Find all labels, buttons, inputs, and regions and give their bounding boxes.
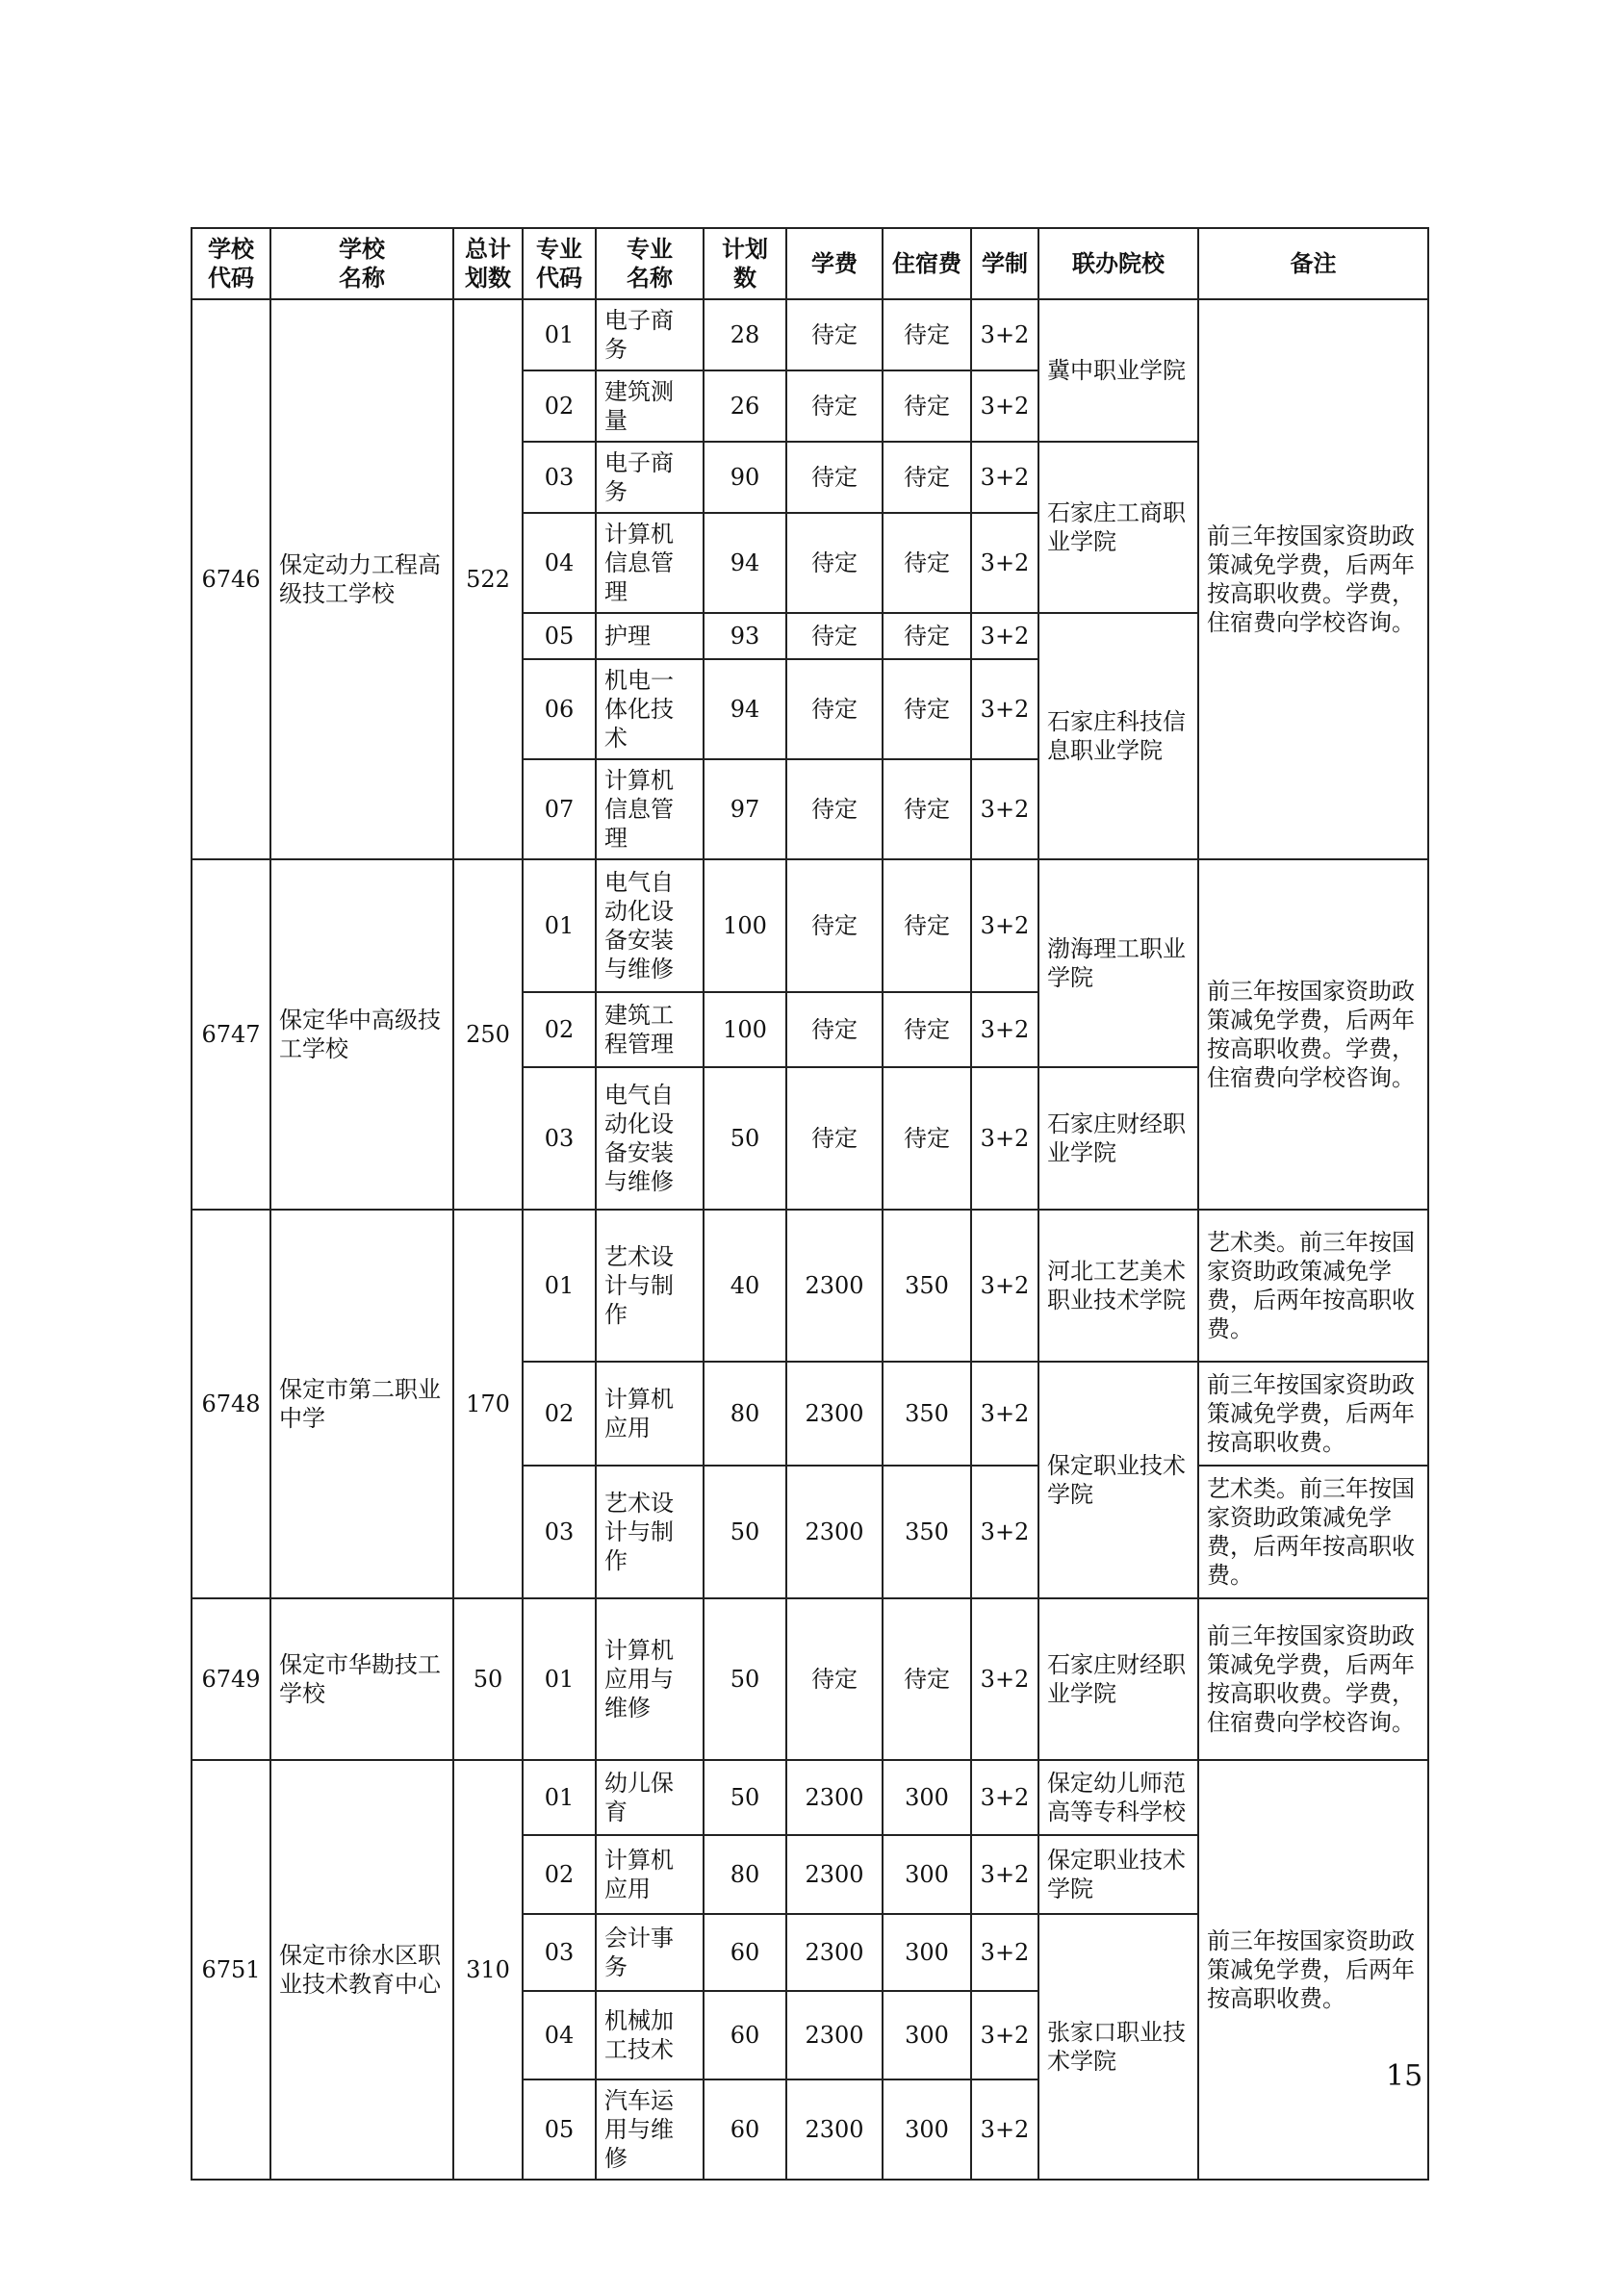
- major-name: 机械加工技术: [596, 1991, 704, 2079]
- major-fee: 待定: [786, 370, 883, 442]
- major-lodging: 300: [883, 1835, 971, 1914]
- school-note: 前三年按国家资助政策减免学费，后两年按高职收费。: [1198, 1760, 1428, 2180]
- major-name: 会计事务: [596, 1914, 704, 1991]
- major-system: 3+2: [971, 1067, 1038, 1210]
- major-lodging: 300: [883, 2079, 971, 2180]
- major-fee: 待定: [786, 759, 883, 859]
- major-plan: 50: [704, 1760, 786, 1835]
- major-name: 幼儿保育: [596, 1760, 704, 1835]
- major-fee: 2300: [786, 1362, 883, 1466]
- major-lodging: 300: [883, 1914, 971, 1991]
- school-name: 保定动力工程高级技工学校: [270, 299, 453, 859]
- major-fee: 2300: [786, 1466, 883, 1598]
- major-fee: 待定: [786, 859, 883, 992]
- major-plan: 80: [704, 1835, 786, 1914]
- major-lodging: 待定: [883, 1598, 971, 1760]
- major-plan: 50: [704, 1466, 786, 1598]
- partner-college: 保定职业技术学院: [1038, 1835, 1198, 1914]
- major-fee: 待定: [786, 1067, 883, 1210]
- header-school-code: 学校 代码: [192, 228, 270, 299]
- major-code: 07: [523, 759, 596, 859]
- major-fee: 待定: [786, 613, 883, 659]
- major-name: 电气自动化设备安装与维修: [596, 859, 704, 992]
- major-system: 3+2: [971, 1760, 1038, 1835]
- school-name: 保定市华勘技工学校: [270, 1598, 453, 1760]
- major-code: 04: [523, 513, 596, 613]
- major-plan: 60: [704, 1914, 786, 1991]
- header-total-plan: 总计 划数: [453, 228, 523, 299]
- major-plan: 94: [704, 659, 786, 759]
- major-name: 计算机应用: [596, 1362, 704, 1466]
- partner-college: 渤海理工职业学院: [1038, 859, 1198, 1067]
- major-plan: 80: [704, 1362, 786, 1466]
- major-code: 03: [523, 1914, 596, 1991]
- major-lodging: 待定: [883, 1067, 971, 1210]
- header-major-name: 专业 名称: [596, 228, 704, 299]
- major-name: 计算机应用: [596, 1835, 704, 1914]
- major-lodging: 待定: [883, 992, 971, 1067]
- partner-college: 石家庄财经职业学院: [1038, 1067, 1198, 1210]
- partner-college: 保定幼儿师范高等专科学校: [1038, 1760, 1198, 1835]
- school-note: 前三年按国家资助政策减免学费，后两年按高职收费。学费，住宿费向学校咨询。: [1198, 859, 1428, 1210]
- major-lodging: 待定: [883, 759, 971, 859]
- header-major-code: 专业 代码: [523, 228, 596, 299]
- major-code: 01: [523, 859, 596, 992]
- major-code: 06: [523, 659, 596, 759]
- major-plan: 94: [704, 513, 786, 613]
- header-tuition: 学费: [786, 228, 883, 299]
- major-code: 05: [523, 613, 596, 659]
- major-lodging: 待定: [883, 513, 971, 613]
- header-note: 备注: [1198, 228, 1428, 299]
- header-row: [192, 228, 1428, 299]
- major-system: 3+2: [971, 659, 1038, 759]
- major-note: 艺术类。前三年按国家资助政策减免学费，后两年按高职收费。: [1198, 1210, 1428, 1362]
- major-system: 3+2: [971, 613, 1038, 659]
- major-lodging: 350: [883, 1362, 971, 1466]
- major-code: 02: [523, 992, 596, 1067]
- school-code: 6746: [192, 299, 270, 859]
- major-name: 护理: [596, 613, 704, 659]
- header-system: 学制: [971, 228, 1038, 299]
- major-plan: 97: [704, 759, 786, 859]
- major-code: 01: [523, 1760, 596, 1835]
- major-note: 前三年按国家资助政策减免学费，后两年按高职收费。: [1198, 1362, 1428, 1466]
- page-number: 15: [1386, 2059, 1423, 2093]
- major-code: 02: [523, 1362, 596, 1466]
- school-total: 522: [453, 299, 523, 859]
- header-school-name: 学校 名称: [270, 228, 453, 299]
- header-partner: 联办院校: [1038, 228, 1198, 299]
- partner-college: 石家庄科技信息职业学院: [1038, 613, 1198, 859]
- major-plan: 93: [704, 613, 786, 659]
- school-total: 310: [453, 1760, 523, 2180]
- table-row: [192, 1598, 1428, 1760]
- major-lodging: 待定: [883, 299, 971, 370]
- major-name: 计算机应用与维修: [596, 1598, 704, 1760]
- major-system: 3+2: [971, 370, 1038, 442]
- school-note: 前三年按国家资助政策减免学费，后两年按高职收费。学费，住宿费向学校咨询。: [1198, 1598, 1428, 1760]
- school-note: 前三年按国家资助政策减免学费，后两年按高职收费。学费，住宿费向学校咨询。: [1198, 299, 1428, 859]
- major-name: 艺术设计与制作: [596, 1466, 704, 1598]
- partner-college: 保定职业技术学院: [1038, 1362, 1198, 1598]
- major-code: 03: [523, 442, 596, 513]
- major-fee: 待定: [786, 659, 883, 759]
- major-code: 02: [523, 1835, 596, 1914]
- major-name: 计算机信息管理: [596, 759, 704, 859]
- major-system: 3+2: [971, 2079, 1038, 2180]
- major-name: 电气自动化设备安装与维修: [596, 1067, 704, 1210]
- partner-college: 石家庄财经职业学院: [1038, 1598, 1198, 1760]
- major-lodging: 待定: [883, 370, 971, 442]
- major-system: 3+2: [971, 1362, 1038, 1466]
- major-system: 3+2: [971, 513, 1038, 613]
- school-name: 保定市徐水区职业技术教育中心: [270, 1760, 453, 2180]
- major-lodging: 待定: [883, 442, 971, 513]
- major-name: 机电一体化技术: [596, 659, 704, 759]
- major-fee: 待定: [786, 442, 883, 513]
- major-system: 3+2: [971, 759, 1038, 859]
- major-fee: 待定: [786, 299, 883, 370]
- major-name: 电子商务: [596, 442, 704, 513]
- major-name: 电子商务: [596, 299, 704, 370]
- major-code: 03: [523, 1067, 596, 1210]
- major-note: 艺术类。前三年按国家资助政策减免学费，后两年按高职收费。: [1198, 1466, 1428, 1598]
- school-name: 保定市第二职业中学: [270, 1210, 453, 1598]
- major-name: 建筑工程管理: [596, 992, 704, 1067]
- major-fee: 2300: [786, 2079, 883, 2180]
- major-fee: 2300: [786, 1760, 883, 1835]
- major-name: 艺术设计与制作: [596, 1210, 704, 1362]
- table-row: [192, 299, 1428, 370]
- major-plan: 50: [704, 1598, 786, 1760]
- major-fee: 2300: [786, 1991, 883, 2079]
- major-code: 04: [523, 1991, 596, 2079]
- major-system: 3+2: [971, 1466, 1038, 1598]
- major-fee: 2300: [786, 1914, 883, 1991]
- major-system: 3+2: [971, 299, 1038, 370]
- major-plan: 100: [704, 992, 786, 1067]
- partner-college: 石家庄工商职业学院: [1038, 442, 1198, 613]
- table-row: [192, 859, 1428, 992]
- major-fee: 2300: [786, 1835, 883, 1914]
- enrollment-table: [191, 227, 1429, 2181]
- major-lodging: 待定: [883, 859, 971, 992]
- major-lodging: 待定: [883, 659, 971, 759]
- school-name: 保定华中高级技工学校: [270, 859, 453, 1210]
- header-lodging: 住宿费: [883, 228, 971, 299]
- major-code: 01: [523, 1210, 596, 1362]
- major-lodging: 待定: [883, 613, 971, 659]
- major-lodging: 300: [883, 1760, 971, 1835]
- school-code: 6747: [192, 859, 270, 1210]
- partner-college: 张家口职业技术学院: [1038, 1914, 1198, 2180]
- major-plan: 28: [704, 299, 786, 370]
- major-system: 3+2: [971, 1835, 1038, 1914]
- major-plan: 100: [704, 859, 786, 992]
- major-code: 01: [523, 299, 596, 370]
- major-name: 建筑测量: [596, 370, 704, 442]
- school-total: 250: [453, 859, 523, 1210]
- major-code: 01: [523, 1598, 596, 1760]
- major-fee: 待定: [786, 1598, 883, 1760]
- header-plan: 计划数: [704, 228, 786, 299]
- major-lodging: 350: [883, 1210, 971, 1362]
- school-total: 50: [453, 1598, 523, 1760]
- school-code: 6748: [192, 1210, 270, 1598]
- table-row: [192, 1210, 1428, 1362]
- major-system: 3+2: [971, 1991, 1038, 2079]
- major-plan: 50: [704, 1067, 786, 1210]
- major-fee: 2300: [786, 1210, 883, 1362]
- major-name: 汽车运用与维修: [596, 2079, 704, 2180]
- partner-college: 冀中职业学院: [1038, 299, 1198, 442]
- school-total: 170: [453, 1210, 523, 1598]
- major-plan: 40: [704, 1210, 786, 1362]
- school-code: 6749: [192, 1598, 270, 1760]
- major-system: 3+2: [971, 442, 1038, 513]
- school-code: 6751: [192, 1760, 270, 2180]
- major-system: 3+2: [971, 1914, 1038, 1991]
- table-row: [192, 1760, 1428, 1835]
- major-lodging: 300: [883, 1991, 971, 2079]
- major-system: 3+2: [971, 992, 1038, 1067]
- major-system: 3+2: [971, 859, 1038, 992]
- partner-college: 河北工艺美术职业技术学院: [1038, 1210, 1198, 1362]
- major-system: 3+2: [971, 1598, 1038, 1760]
- major-system: 3+2: [971, 1210, 1038, 1362]
- major-plan: 26: [704, 370, 786, 442]
- major-fee: 待定: [786, 992, 883, 1067]
- major-plan: 90: [704, 442, 786, 513]
- major-code: 02: [523, 370, 596, 442]
- major-fee: 待定: [786, 513, 883, 613]
- major-name: 计算机信息管理: [596, 513, 704, 613]
- major-lodging: 350: [883, 1466, 971, 1598]
- major-code: 05: [523, 2079, 596, 2180]
- major-code: 03: [523, 1466, 596, 1598]
- major-plan: 60: [704, 2079, 786, 2180]
- major-plan: 60: [704, 1991, 786, 2079]
